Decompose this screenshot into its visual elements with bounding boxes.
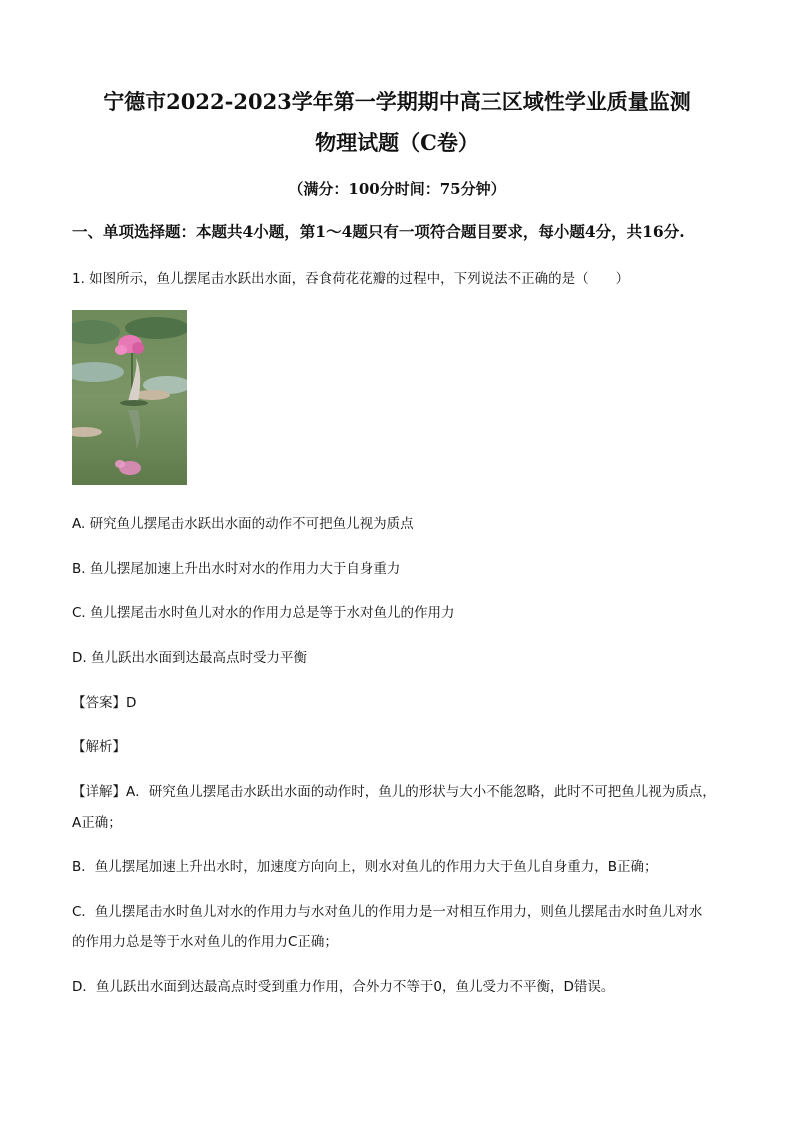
answer-label: 【答案】D [72, 695, 137, 711]
question-stem: 1. 如图所示，鱼儿摆尾击水跃出水面，吞食荷花花瓣的过程中，下列说法不正确的是（ ） [72, 271, 630, 287]
option-d: D. 鱼儿跃出水面到达最高点时受力平衡 [72, 650, 307, 666]
paper-title: 物理试题（C卷） [315, 130, 479, 155]
analysis-label: 【解析】 [72, 739, 126, 755]
detail-c-line2: 的作用力总是等于水对鱼儿的作用力C正确； [72, 934, 338, 950]
detail-d: D．鱼儿跃出水面到达最高点时受到重力作用，合外力不等于0，鱼儿受力不平衡，D错误。 [72, 979, 615, 995]
option-c: C. 鱼儿摆尾击水时鱼儿对水的作用力总是等于水对鱼儿的作用力 [72, 605, 455, 621]
detail-a-line1: 【详解】A．研究鱼儿摆尾击水跃出水面的动作时，鱼儿的形状与大小不能忽略，此时不可把鱼儿视为质点， [72, 784, 716, 800]
exam-info: （满分：100分时间：75分钟） [288, 180, 506, 198]
section-heading: 一、单项选择题：本题共4小题，第1～4题只有一项符合题目要求，每小题4分，共16分. [72, 222, 685, 241]
fish-lotus-photo [72, 310, 187, 485]
detail-b: B．鱼儿摆尾加速上升出水时，加速度方向向上，则水对鱼儿的作用力大于鱼儿自身重力，B正确； [72, 859, 658, 875]
option-b: B. 鱼儿摆尾加速上升出水时对水的作用力大于自身重力 [72, 561, 401, 577]
detail-a-line2: A正确； [72, 815, 122, 831]
detail-c-line1: C．鱼儿摆尾击水时鱼儿对水的作用力与水对鱼儿的作用力是一对相互作用力，则鱼儿摆尾击水时鱼儿对水 [72, 904, 703, 920]
option-a: A. 研究鱼儿摆尾击水跃出水面的动作不可把鱼儿视为质点 [72, 516, 414, 532]
exam-title: 宁德市2022-2023学年第一学期期中高三区域性学业质量监测 [103, 89, 691, 114]
